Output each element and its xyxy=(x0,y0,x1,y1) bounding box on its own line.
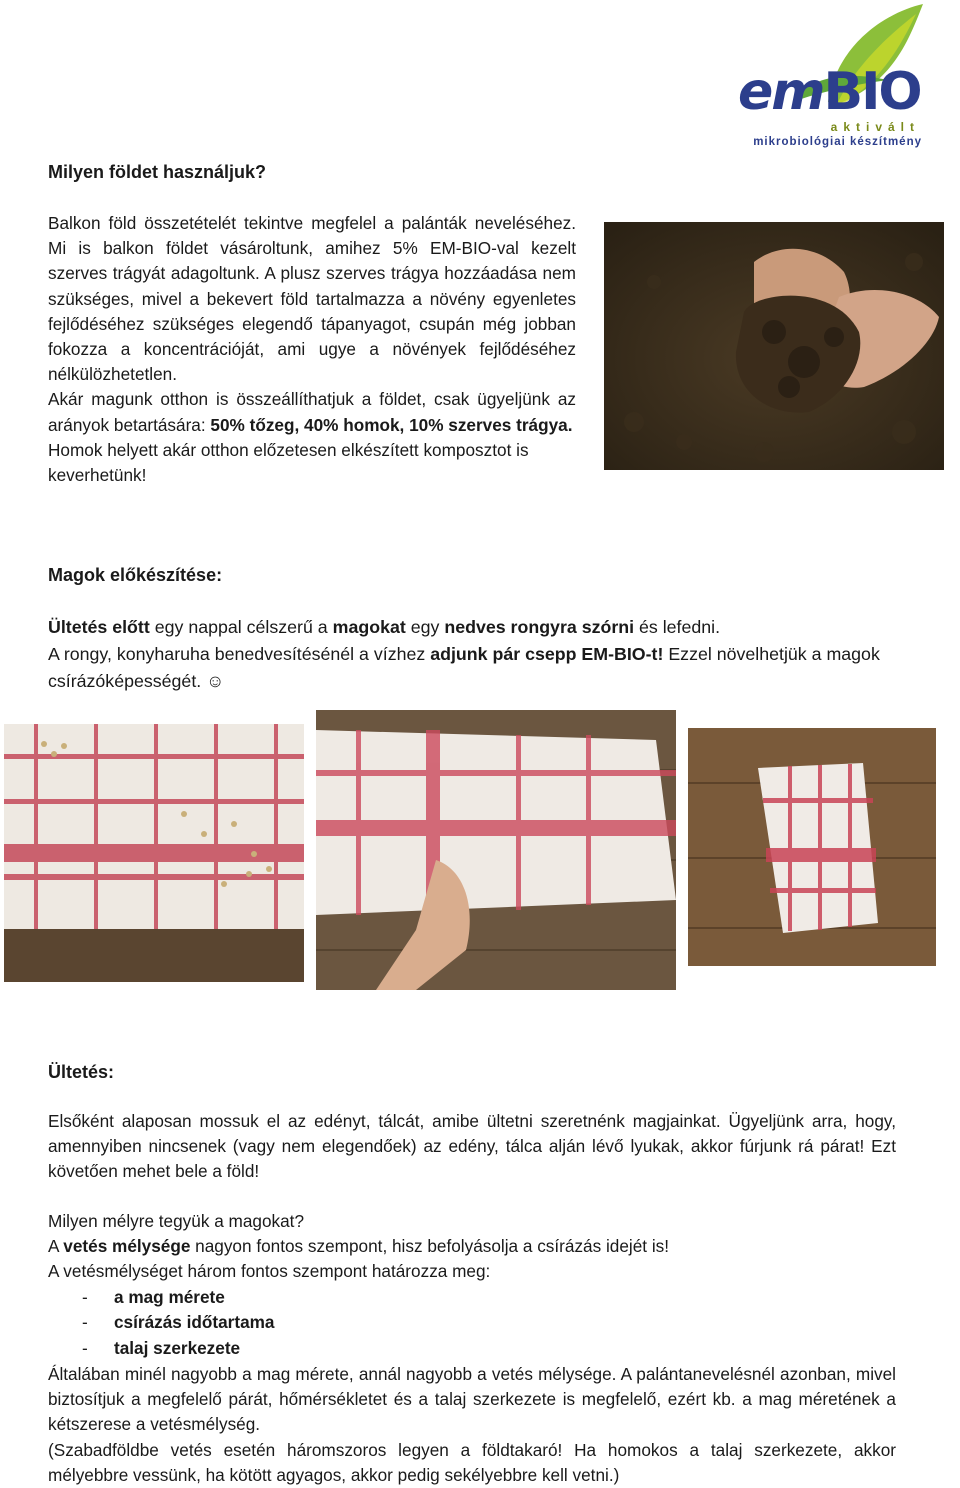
depth-importance xyxy=(48,1234,896,1259)
soil-mix-intro: Akár magunk otthon is összeállíthatjuk a földet, csak ügyeljünk az arányok betartására: xyxy=(48,389,576,435)
planting-paragraph-1: Elsőként alaposan mossuk el az edényt, tálcát, amibe ültetni szeretnénk magjainkat. Ügyeljünk arra, hogy, amennyiben nincsenek (vagy nem elegendőek) az edény, tálca alján lévő lyukak, akkor fúrjunk rá párat! Ezt követően mehet bele a föld! xyxy=(48,1111,896,1182)
embio-logo xyxy=(728,2,928,152)
soil-mix-ratio: 50% tőzeg, 40% homok, 10% szerves trágya. xyxy=(210,414,573,435)
depth-criteria-list xyxy=(48,1285,896,1362)
cloth-seeds-photo xyxy=(4,724,304,982)
seed-prep-bold-3: nedves rongyra szórni xyxy=(444,617,635,637)
depth-question: Milyen mélyre tegyük a magokat? xyxy=(48,1211,305,1231)
logo-wordmark xyxy=(738,62,921,122)
soil-hands-photo xyxy=(604,222,944,470)
depth-open-field-note: (Szabadföldbe vetés esetén háromszoros legyen a földtakaró! Ha homokos a talaj szerkezete, akkor mélyebbre vessünk, ha kötött agyagos, akkor pedig sekélyebbre kell vetni.) xyxy=(48,1439,896,1485)
seed-prep-text-4: A rongy, konyharuha benedvesítésénél a vízhez xyxy=(48,644,431,664)
list-item: - a mag mérete xyxy=(48,1285,896,1311)
depth-bold: vetés mélysége xyxy=(63,1236,191,1257)
planting-depth-block xyxy=(48,1209,896,1488)
soil-text-block xyxy=(48,211,576,488)
soil-paragraph-2 xyxy=(48,387,576,437)
seed-prep-text-1: egy nappal célszerű a xyxy=(149,617,333,637)
seed-prep-line-1 xyxy=(48,614,928,641)
list-item: - talaj szerkezete xyxy=(48,1336,896,1362)
section-heading-soil: Milyen földet használjuk? xyxy=(48,162,267,182)
seed-prep-text-5: Ezzel növelhetjük a magok csírázóképességét. ☺ xyxy=(48,644,880,691)
seed-prep-bold-4: adjunk pár csepp EM-BIO-t! xyxy=(430,644,664,664)
list-item: - csírázás időtartama xyxy=(48,1310,896,1336)
section-heading-seeds: Magok előkészítése: xyxy=(48,565,223,585)
depth-text-2: nagyon fontos szempont, hisz befolyásolja a csírázás idejét is! xyxy=(190,1236,670,1257)
seed-prep-bold-1: Ültetés előtt xyxy=(48,617,150,637)
section-heading-planting: Ültetés: xyxy=(48,1062,115,1082)
seed-prep-bold-2: magokat xyxy=(332,617,406,637)
logo-tagline-2: mikrobiológiai készítmény xyxy=(753,136,922,148)
depth-general-rule: Általában minél nagyobb a mag mérete, annál nagyobb a vetés mélysége. A palántanevelésnél azonban, mivel biztosítjuk a megfelelő párát, hőmérsékletet és a talaj szerkezete is megfelelő, ezért kb. a mag méretének a kétszerese a vetésmélység. xyxy=(48,1364,896,1435)
depth-criteria-intro: A vetésmélységet három fontos szempont határozza meg: xyxy=(48,1261,491,1282)
seed-prep-text xyxy=(48,614,928,695)
soil-paragraph-3: Homok helyett akár otthon előzetesen elkészített komposztot is keverhetünk! xyxy=(48,439,529,486)
soil-paragraph-1: Balkon föld összetételét tekintve megfelel a palánták neveléséhez. Mi is balkon földet vásároltunk, amihez 5% EM-BIO-val kezelt szerves trágyát adagoltunk. A plusz szerves trágya hozzáadása nem szükséges, mivel a bekevert föld tartalmazza a növény egyenletes fejlődéséhez szükséges elegendő tápanyagot, csupán még jobban fokozza a koncentrációját, ami ugye a növények fejlődéséhez nélkülözhetetlen. xyxy=(48,213,576,385)
seed-prep-text-3: és lefedni. xyxy=(634,617,721,637)
logo-em: em xyxy=(738,62,824,122)
cloth-covering-photo xyxy=(316,710,676,990)
seed-prep-text-2: egy xyxy=(405,617,445,637)
depth-text-1: A xyxy=(48,1236,64,1257)
seed-prep-line-2 xyxy=(48,641,928,695)
logo-tagline-1: aktivált xyxy=(830,120,920,134)
logo-bio: BIO xyxy=(823,62,921,122)
cloth-folded-photo xyxy=(688,728,936,966)
